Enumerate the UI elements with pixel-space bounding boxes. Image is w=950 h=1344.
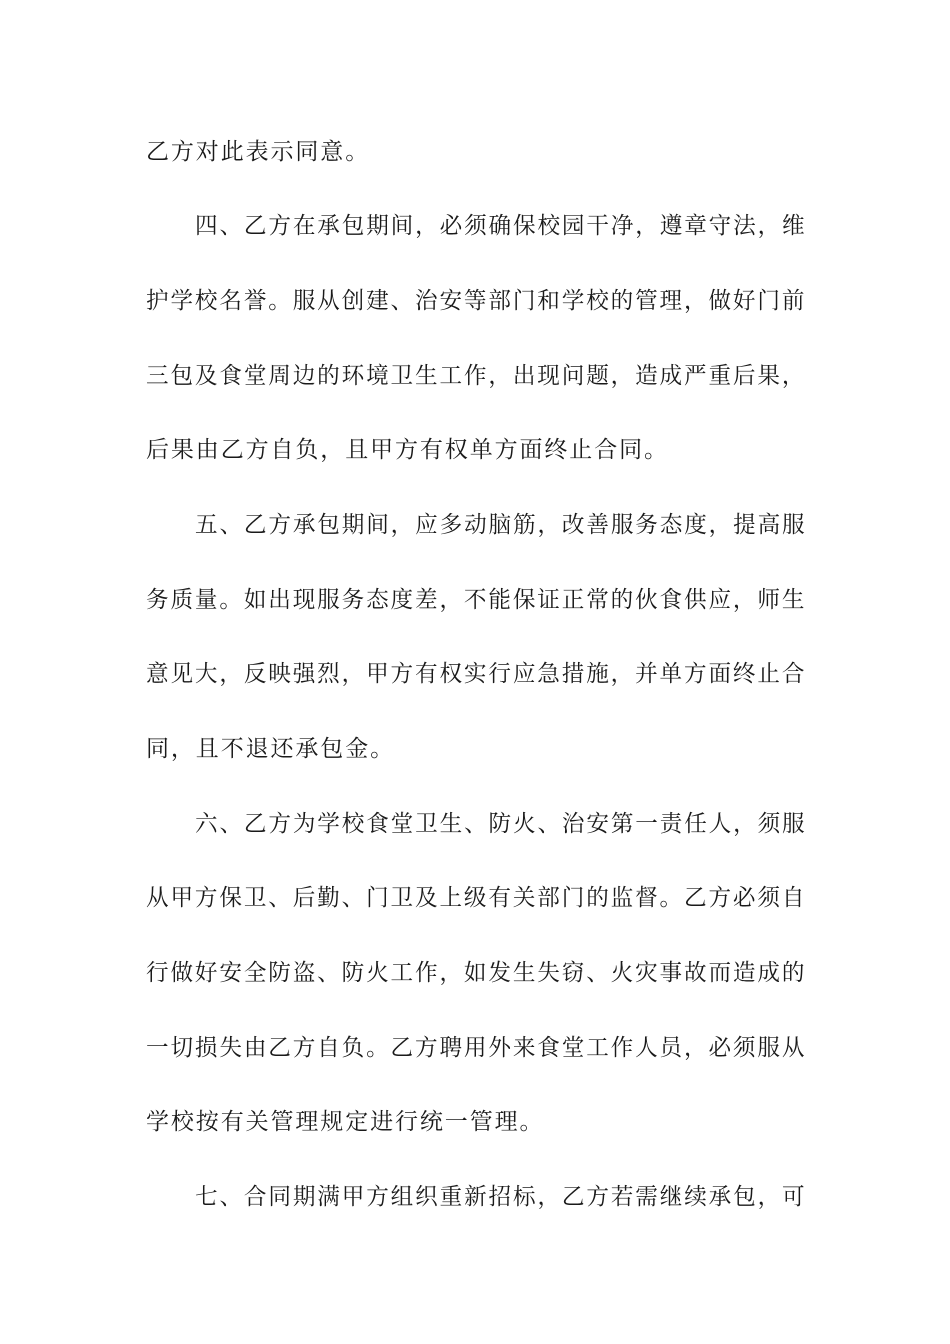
text-line: 五、乙方承包期间，应多动脑筋，改善服务态度，提高服 (195, 512, 807, 538)
text-line: 七、合同期满甲方组织重新招标，乙方若需继续承包，可 (195, 1184, 807, 1210)
text-line: 学校按有关管理规定进行统一管理。 (146, 1109, 545, 1135)
text-line: 从甲方保卫、后勤、门卫及上级有关部门的监督。乙方必须自 (146, 885, 807, 911)
text-line: 乙方对此表示同意。 (146, 139, 371, 165)
text-line: 意见大，反映强烈，甲方有权实行应急措施，并单方面终止合 (146, 661, 807, 687)
text-line: 行做好安全防盗、防火工作，如发生失窃、火灾事故而造成的 (146, 960, 807, 986)
text-line: 同，且不退还承包金。 (146, 736, 395, 762)
text-line: 后果由乙方自负，且甲方有权单方面终止合同。 (146, 437, 669, 463)
text-line: 护学校名誉。服从创建、治安等部门和学校的管理，做好门前 (146, 288, 807, 314)
text-line: 六、乙方为学校食堂卫生、防火、治安第一责任人，须服 (195, 811, 807, 837)
text-line: 四、乙方在承包期间，必须确保校园干净，遵章守法，维 (195, 213, 807, 239)
text-line: 一切损失由乙方自负。乙方聘用外来食堂工作人员，必须服从 (146, 1035, 807, 1061)
text-line: 三包及食堂周边的环境卫生工作，出现问题，造成严重后果， (146, 363, 807, 389)
text-line: 务质量。如出现服务态度差，不能保证正常的伙食供应，师生 (146, 587, 807, 613)
